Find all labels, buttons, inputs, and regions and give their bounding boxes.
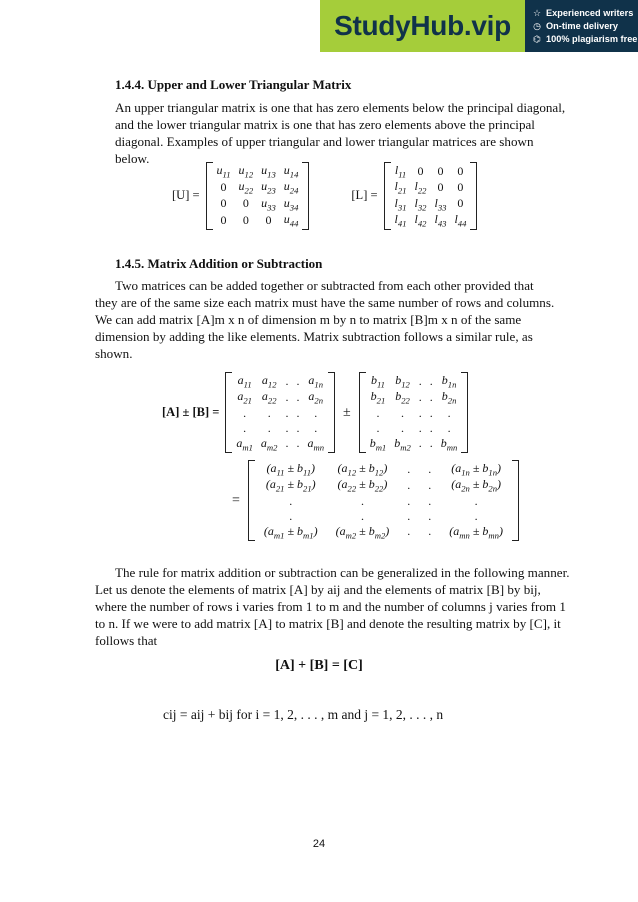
paragraph-triangular [95, 99, 570, 167]
feature-item [532, 8, 638, 19]
paragraph-line: The rule for matrix addition or subtraction can be generalized in the following manner. [115, 565, 570, 580]
sum-matrix [248, 460, 519, 541]
shield-check-icon: ⌬ [533, 33, 541, 44]
paragraph-line: they are of the same size each matrix must have the same number of rows and columns. [95, 295, 555, 310]
matrix-cell: . [474, 493, 478, 508]
paragraph-line: follows that [95, 633, 158, 648]
matrix-cell: . [418, 420, 422, 435]
matrix-cell: . [429, 405, 433, 420]
matrix-cell: 0 [242, 212, 249, 227]
feature-item [532, 34, 638, 45]
matrix-cell: $(a_{m1} \pm b_{m1})$ [263, 523, 318, 541]
matrix-cell: $b_{12}$ [395, 373, 410, 390]
matrix-cell: $b_{2n}$ [441, 389, 457, 406]
feature-item [532, 21, 638, 32]
matrix-cell: . [401, 420, 405, 435]
matrix-cell: . [376, 405, 380, 420]
matrix-cell: $l_{33}$ [434, 195, 447, 213]
matrix-cell: $(a_{11} \pm b_{11})$ [266, 461, 316, 478]
matrix-cell: . [447, 420, 451, 435]
matrix-cell: $u_{23}$ [261, 179, 276, 196]
addition-equation-result [226, 460, 519, 541]
matrix-cell: $b_{21}$ [370, 389, 386, 406]
matrix-cell: . [407, 461, 411, 476]
matrix-cell: . [285, 390, 289, 405]
studyhub-logo[interactable]: StudyHub.vip [320, 0, 525, 52]
matrix-cell: . [407, 524, 411, 539]
matrix-cell: 0 [242, 196, 249, 211]
matrix-cell: $b_{11}$ [370, 373, 385, 390]
matrix-cell: . [429, 436, 433, 451]
star-icon: ☆ [532, 7, 542, 18]
matrix-cell: . [428, 508, 432, 523]
matrix-cell: . [289, 508, 293, 523]
clock-icon: ◷ [533, 20, 541, 31]
matrix-cell: 0 [457, 163, 464, 178]
matrix-cell: 0 [265, 212, 272, 227]
paragraph-text: An upper triangular matrix is one that has zero elements below the principal diagonal, and the lower triangular matrix is one that has zero elements above the principal diagonal. Examples of upper triangular and lower triangular matrices are shown below. [115, 100, 566, 166]
matrix-cell: $u_{22}$ [238, 179, 254, 196]
matrix-cell: $u_{12}$ [238, 163, 254, 180]
matrix-cell: $a_{mn}$ [307, 435, 325, 453]
matrix-cell: $l_{42}$ [414, 212, 427, 229]
page-number: 24 [312, 838, 326, 850]
matrix-cell: . [285, 405, 289, 420]
l-label: [L] = [351, 188, 378, 203]
matrix-cell: . [289, 493, 293, 508]
matrix-cell: . [418, 436, 422, 451]
matrix-cell: $u_{14}$ [283, 163, 299, 180]
matrix-cell: 0 [457, 196, 464, 211]
paragraph-line: where the number of rows i varies from 1 to m and the number of columns j varies from 1 [95, 599, 566, 614]
a-matrix [225, 372, 335, 453]
matrix-cell: . [407, 478, 411, 493]
matrix-cell: . [474, 508, 478, 523]
matrix-cell: $b_{22}$ [395, 389, 410, 406]
matrix-cell: $(a_{2n} \pm b_{2n})$ [451, 477, 502, 494]
matrix-cell: $a_{1n}$ [308, 373, 324, 390]
matrix-cell: $a_{12}$ [261, 373, 277, 390]
matrix-cell: . [407, 508, 411, 523]
section-heading-triangular: 1.4.4. Upper and Lower Triangular Matrix [115, 77, 352, 92]
matrix-cell: . [285, 373, 289, 388]
matrix-cell: . [401, 405, 405, 420]
matrix-cell: . [418, 390, 422, 405]
matrix-cell: $a_{2n}$ [308, 389, 324, 406]
equation-abc: [A] + [B] = [C] [275, 658, 363, 673]
addition-equation-top [162, 372, 468, 453]
matrix-cell: . [429, 390, 433, 405]
matrix-cell: . [428, 493, 432, 508]
matrix-cell: 0 [220, 180, 227, 195]
feature-list [525, 0, 638, 52]
matrix-cell: $(a_{mn} \pm b_{mn})$ [449, 523, 503, 541]
matrix-cell: . [243, 405, 247, 420]
matrix-cell: $u_{13}$ [261, 163, 276, 180]
matrix-cell: $l_{21}$ [394, 179, 407, 196]
matrix-cell: $u_{34}$ [283, 195, 299, 213]
b-matrix [359, 372, 469, 453]
matrix-cell: . [296, 436, 300, 451]
matrix-cell: . [376, 420, 380, 435]
matrix-cell: . [243, 420, 247, 435]
paragraph-line: Let us denote the elements of matrix [A] by aij and the elements of matrix [B] by bij, [95, 582, 541, 597]
matrix-cell: 0 [220, 212, 227, 227]
paragraph-generalization [95, 564, 570, 649]
matrix-cell: 0 [437, 180, 444, 195]
matrix-cell: . [447, 405, 451, 420]
matrix-cell: . [314, 420, 318, 435]
paragraph-line: shown. [95, 346, 133, 361]
feature-label: 100% plagiarism free [546, 34, 638, 44]
matrix-cell: $u_{11}$ [216, 163, 231, 180]
matrix-cell: . [360, 508, 364, 523]
matrix-cell: $a_{11}$ [237, 373, 252, 390]
matrix-cell: . [418, 405, 422, 420]
matrix-cell: 0 [417, 163, 424, 178]
matrix-cell: $l_{31}$ [394, 195, 407, 213]
section-heading-addition: 1.4.5. Matrix Addition or Subtraction [115, 256, 323, 271]
matrix-cell: . [296, 390, 300, 405]
matrix-cell: $l_{43}$ [434, 212, 447, 229]
matrix-cell: . [314, 405, 318, 420]
triangular-matrices [172, 162, 477, 230]
matrix-cell: $l_{22}$ [414, 179, 427, 196]
matrix-cell: . [267, 405, 271, 420]
matrix-cell: $u_{44}$ [283, 212, 299, 229]
paragraph-line: to n. If we were to add matrix [A] to matrix [B] and denote the resulting matrix by [C], it [95, 616, 561, 631]
matrix-cell: $b_{mn}$ [440, 435, 458, 453]
studyhub-banner[interactable] [320, 0, 638, 52]
matrix-cell: $a_{21}$ [237, 389, 252, 406]
matrix-cell: $l_{11}$ [394, 163, 407, 180]
matrix-cell: . [285, 436, 289, 451]
feature-label: On-time delivery [546, 21, 618, 31]
matrix-cell: . [428, 524, 432, 539]
paragraph-addition [95, 277, 570, 362]
matrix-cell: . [428, 478, 432, 493]
matrix-cell: . [267, 420, 271, 435]
matrix-cell: $u_{24}$ [283, 179, 299, 196]
u-matrix [206, 162, 310, 230]
paragraph-line: We can add matrix [A]m x n of dimension m by n to matrix [B]m x n of the same [95, 312, 522, 327]
matrix-cell: $a_{m1}$ [236, 435, 253, 453]
matrix-cell: 0 [457, 180, 464, 195]
matrix-cell: $l_{44}$ [454, 212, 467, 229]
matrix-cell: . [296, 405, 300, 420]
u-label: [U] = [172, 188, 200, 203]
matrix-cell: $l_{32}$ [414, 195, 427, 213]
matrix-cell: $(a_{22} \pm b_{22})$ [337, 477, 388, 494]
matrix-cell: $l_{41}$ [394, 212, 407, 229]
matrix-cell: $(a_{1n} \pm b_{1n})$ [451, 461, 502, 478]
matrix-cell: $a_{m2}$ [260, 435, 278, 453]
matrix-cell: . [428, 461, 432, 476]
matrix-cell: . [285, 420, 289, 435]
matrix-cell: 0 [220, 196, 227, 211]
matrix-cell: $b_{m1}$ [369, 435, 387, 453]
equation-cij: cij = aij + bij for i = 1, 2, . . . , m and j = 1, 2, . . . , n [163, 707, 444, 722]
matrix-cell: . [296, 420, 300, 435]
matrix-cell: . [429, 373, 433, 388]
matrix-cell: . [418, 373, 422, 388]
matrix-cell: . [296, 373, 300, 388]
matrix-cell: $b_{1n}$ [441, 373, 457, 390]
paragraph-line: dimension by adding the like elements. Matrix subtraction follows a similar rule, as [95, 329, 533, 344]
paragraph-line: Two matrices can be added together or subtracted from each other provided that [115, 278, 534, 293]
matrix-cell: . [407, 493, 411, 508]
matrix-cell: . [360, 493, 364, 508]
plus-minus-symbol: ± [343, 404, 351, 420]
matrix-cell: 0 [437, 163, 444, 178]
matrix-cell: $u_{33}$ [261, 195, 276, 213]
matrix-cell: $b_{m2}$ [394, 435, 411, 453]
feature-label: Experienced writers [546, 8, 634, 18]
ab-label: [A] ± [B] = [162, 405, 220, 420]
matrix-cell: . [429, 420, 433, 435]
matrix-cell: $(a_{12} \pm b_{12})$ [337, 461, 388, 478]
l-matrix [384, 162, 478, 230]
matrix-cell: $a_{22}$ [261, 389, 277, 406]
equals-symbol: = [232, 492, 240, 508]
matrix-cell: $(a_{m2} \pm b_{m2})$ [335, 523, 390, 541]
matrix-cell: $(a_{21} \pm b_{21})$ [265, 477, 316, 494]
